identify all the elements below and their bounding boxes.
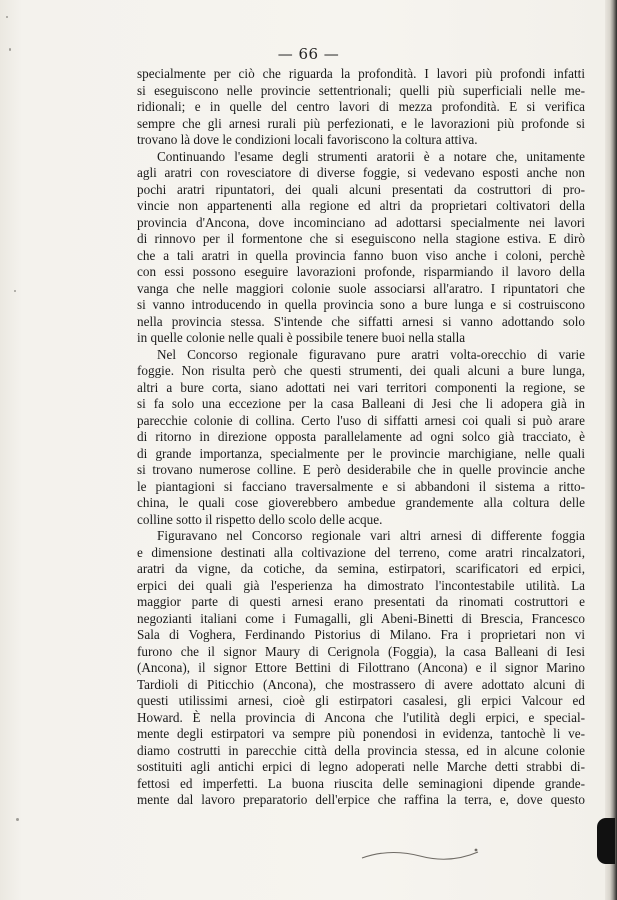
book-spine-shadow bbox=[605, 0, 617, 900]
text-line: Figuravano nel Concorso regionale vari altri arnesi di differente foggia bbox=[157, 528, 585, 543]
text-line: si vanno introducendo in quella provincia sono a bure lunga e si costruiscono bbox=[137, 297, 585, 312]
text-line: di ritorno in direzione opposta parallelamente ad ogni solco già tracciato, è bbox=[137, 429, 585, 444]
text-line: colline sotto il rispetto dello scolo delle acque. bbox=[137, 511, 383, 527]
text-line: Continuando l'esame degli strumenti aratorii è a notare che, unitamente bbox=[157, 148, 585, 164]
decorative-flourish bbox=[360, 844, 480, 864]
text-line: nella provincia stessa. S'intende che siffatti arnesi si vanno adottando solo bbox=[137, 313, 585, 329]
text-line: si trovano numerose colline. E però desiderabile che in quelle provincie anche bbox=[137, 462, 585, 477]
text-line: negozianti italiani come i Fumagalli, gli Abeni-Binetti di Brescia, Francesco bbox=[137, 610, 585, 626]
text-line: ridionali; e in quelle del centro lavori di mezza profondità. E si verifica bbox=[137, 99, 585, 114]
paper-speck bbox=[14, 290, 16, 292]
text-line: si fa solo una eccezione per la casa Balleani di Jesi che li adopera già in bbox=[137, 396, 585, 411]
text-line: trovano là dove le condizioni locali favoriscono la coltura attiva. bbox=[137, 132, 478, 147]
text-line: maggior parte di questi arnesi erano presentati da rinomati costruttori e bbox=[137, 594, 585, 609]
text-line: Nel Concorso regionale figuravano pure aratri volta-orecchio di varie bbox=[157, 346, 585, 362]
text-line: Tardioli di Piticchio (Ancona), che mostrassero di avere adottato alcuni di bbox=[137, 676, 585, 692]
paper-speck bbox=[16, 818, 19, 821]
text-line: che a tali aratri in quella provincia fanno buon viso anche i coloni, perchè bbox=[137, 247, 585, 263]
text-line: aratri da vigne, da cotiche, da semina, estirpatori, scarificatori ed erpici, bbox=[137, 561, 585, 576]
text-line: vanga che nelle maggiori colonie suole associarsi all'aratro. I ripuntatori che bbox=[137, 280, 585, 296]
text-line: fettosi ed imperfetti. La buona riuscita delle seminagioni dipende grande- bbox=[137, 775, 585, 791]
text-line: erpici dei quali già l'esperienza ha dimostrato l'incontestabile utilità. La bbox=[137, 577, 585, 593]
text-line: sempre che gli arnesi rurali più perfezionati, e le lavorazioni più profonde si bbox=[137, 115, 585, 131]
text-line: sostituiti agli antichi erpici di legno adoperati nelle Marche detti strabbi di- bbox=[137, 759, 585, 774]
text-line: parecchie colonie di collina. Certo l'uso di siffatti arnesi coi quali si può arare bbox=[137, 412, 585, 428]
text-line: altri a bure corta, siano adottati nei vari territori componenti la regione, se bbox=[137, 379, 585, 395]
text-line: (Ancona), il signor Ettore Bettini di Filottrano (Ancona) e il signor Marino bbox=[137, 660, 585, 675]
text-line: le piantagioni si facciano traversalmente e si abbandoni il sistema a ritto- bbox=[137, 478, 585, 494]
text-line: in quelle colonie nelle quali è possibile tenere buoi nella stalla bbox=[137, 330, 466, 345]
text-line: foggie. Non risulta però che questi strumenti, dei quali alcuni a bure lunga, bbox=[137, 363, 585, 378]
text-line: mente dal lavoro preparatorio dell'erpice che raffina la terra, e, dove questo bbox=[137, 792, 585, 807]
text-line: e dimensione destinati alla coltivazione del terreno, come aratri rincalzatori, bbox=[137, 544, 585, 560]
text-line: di rinnovo per il formentone che si eseguiscono nella stagione estiva. E dirò bbox=[137, 231, 585, 246]
body-text bbox=[137, 66, 585, 809]
text-line: agli aratri con rovesciatore di diverse foggie, si vedevano esposti anche non bbox=[137, 165, 585, 180]
paper-speck bbox=[6, 16, 8, 18]
text-line: di grande importanza, specialmente per le provincie marchigiane, nelle quali bbox=[137, 445, 585, 461]
text-line: si eseguiscono nelle provincie settentrionali; quelli più superficiali nelle me- bbox=[137, 82, 585, 98]
text-line: pochi aratri ripuntatori, dei quali alcuni presentati da costruttori di pro- bbox=[137, 181, 585, 197]
text-line: Sala di Voghera, Ferdinando Pistorius di Milano. Fra i proprietari non vi bbox=[137, 627, 585, 642]
text-line: furono che il signor Maury di Cerignola (Foggia), la casa Balleani di Iesi bbox=[137, 643, 585, 659]
text-line: Howard. È nella provincia di Ancona che l'utilità degli erpici, e special- bbox=[137, 709, 585, 725]
text-line: china, le quali cose gioverebbero ambedue grandemente alla coltura delle bbox=[137, 495, 585, 510]
text-line: questi utilissimi arnesi, cioè gli estirpatori casalesi, gli erpici Valcour ed bbox=[137, 693, 585, 708]
spine-binding-mark bbox=[597, 818, 615, 864]
text-line: provincia d'Ancona, dove incominciano ad adottarsi specialmente nei lavori bbox=[137, 214, 585, 230]
page-number-header: — 66 — bbox=[277, 45, 340, 63]
text-line: con essi possono eseguire lavorazioni profonde, risparmiando il lavoro della bbox=[137, 264, 585, 279]
text-line: specialmente per ciò che riguarda la profondità. I lavori più profondi infatti bbox=[137, 66, 585, 81]
text-line: mente degli estirpatori va sempre più ponendosi in evidenza, tantochè li ve- bbox=[137, 726, 585, 741]
text-line: diamo costrutti in parecchie città della provincia stessa, ed in alcune colonie bbox=[137, 742, 585, 758]
text-line: vincie non appartenenti alla regione ed altri da proprietari coltivatori della bbox=[137, 198, 585, 213]
